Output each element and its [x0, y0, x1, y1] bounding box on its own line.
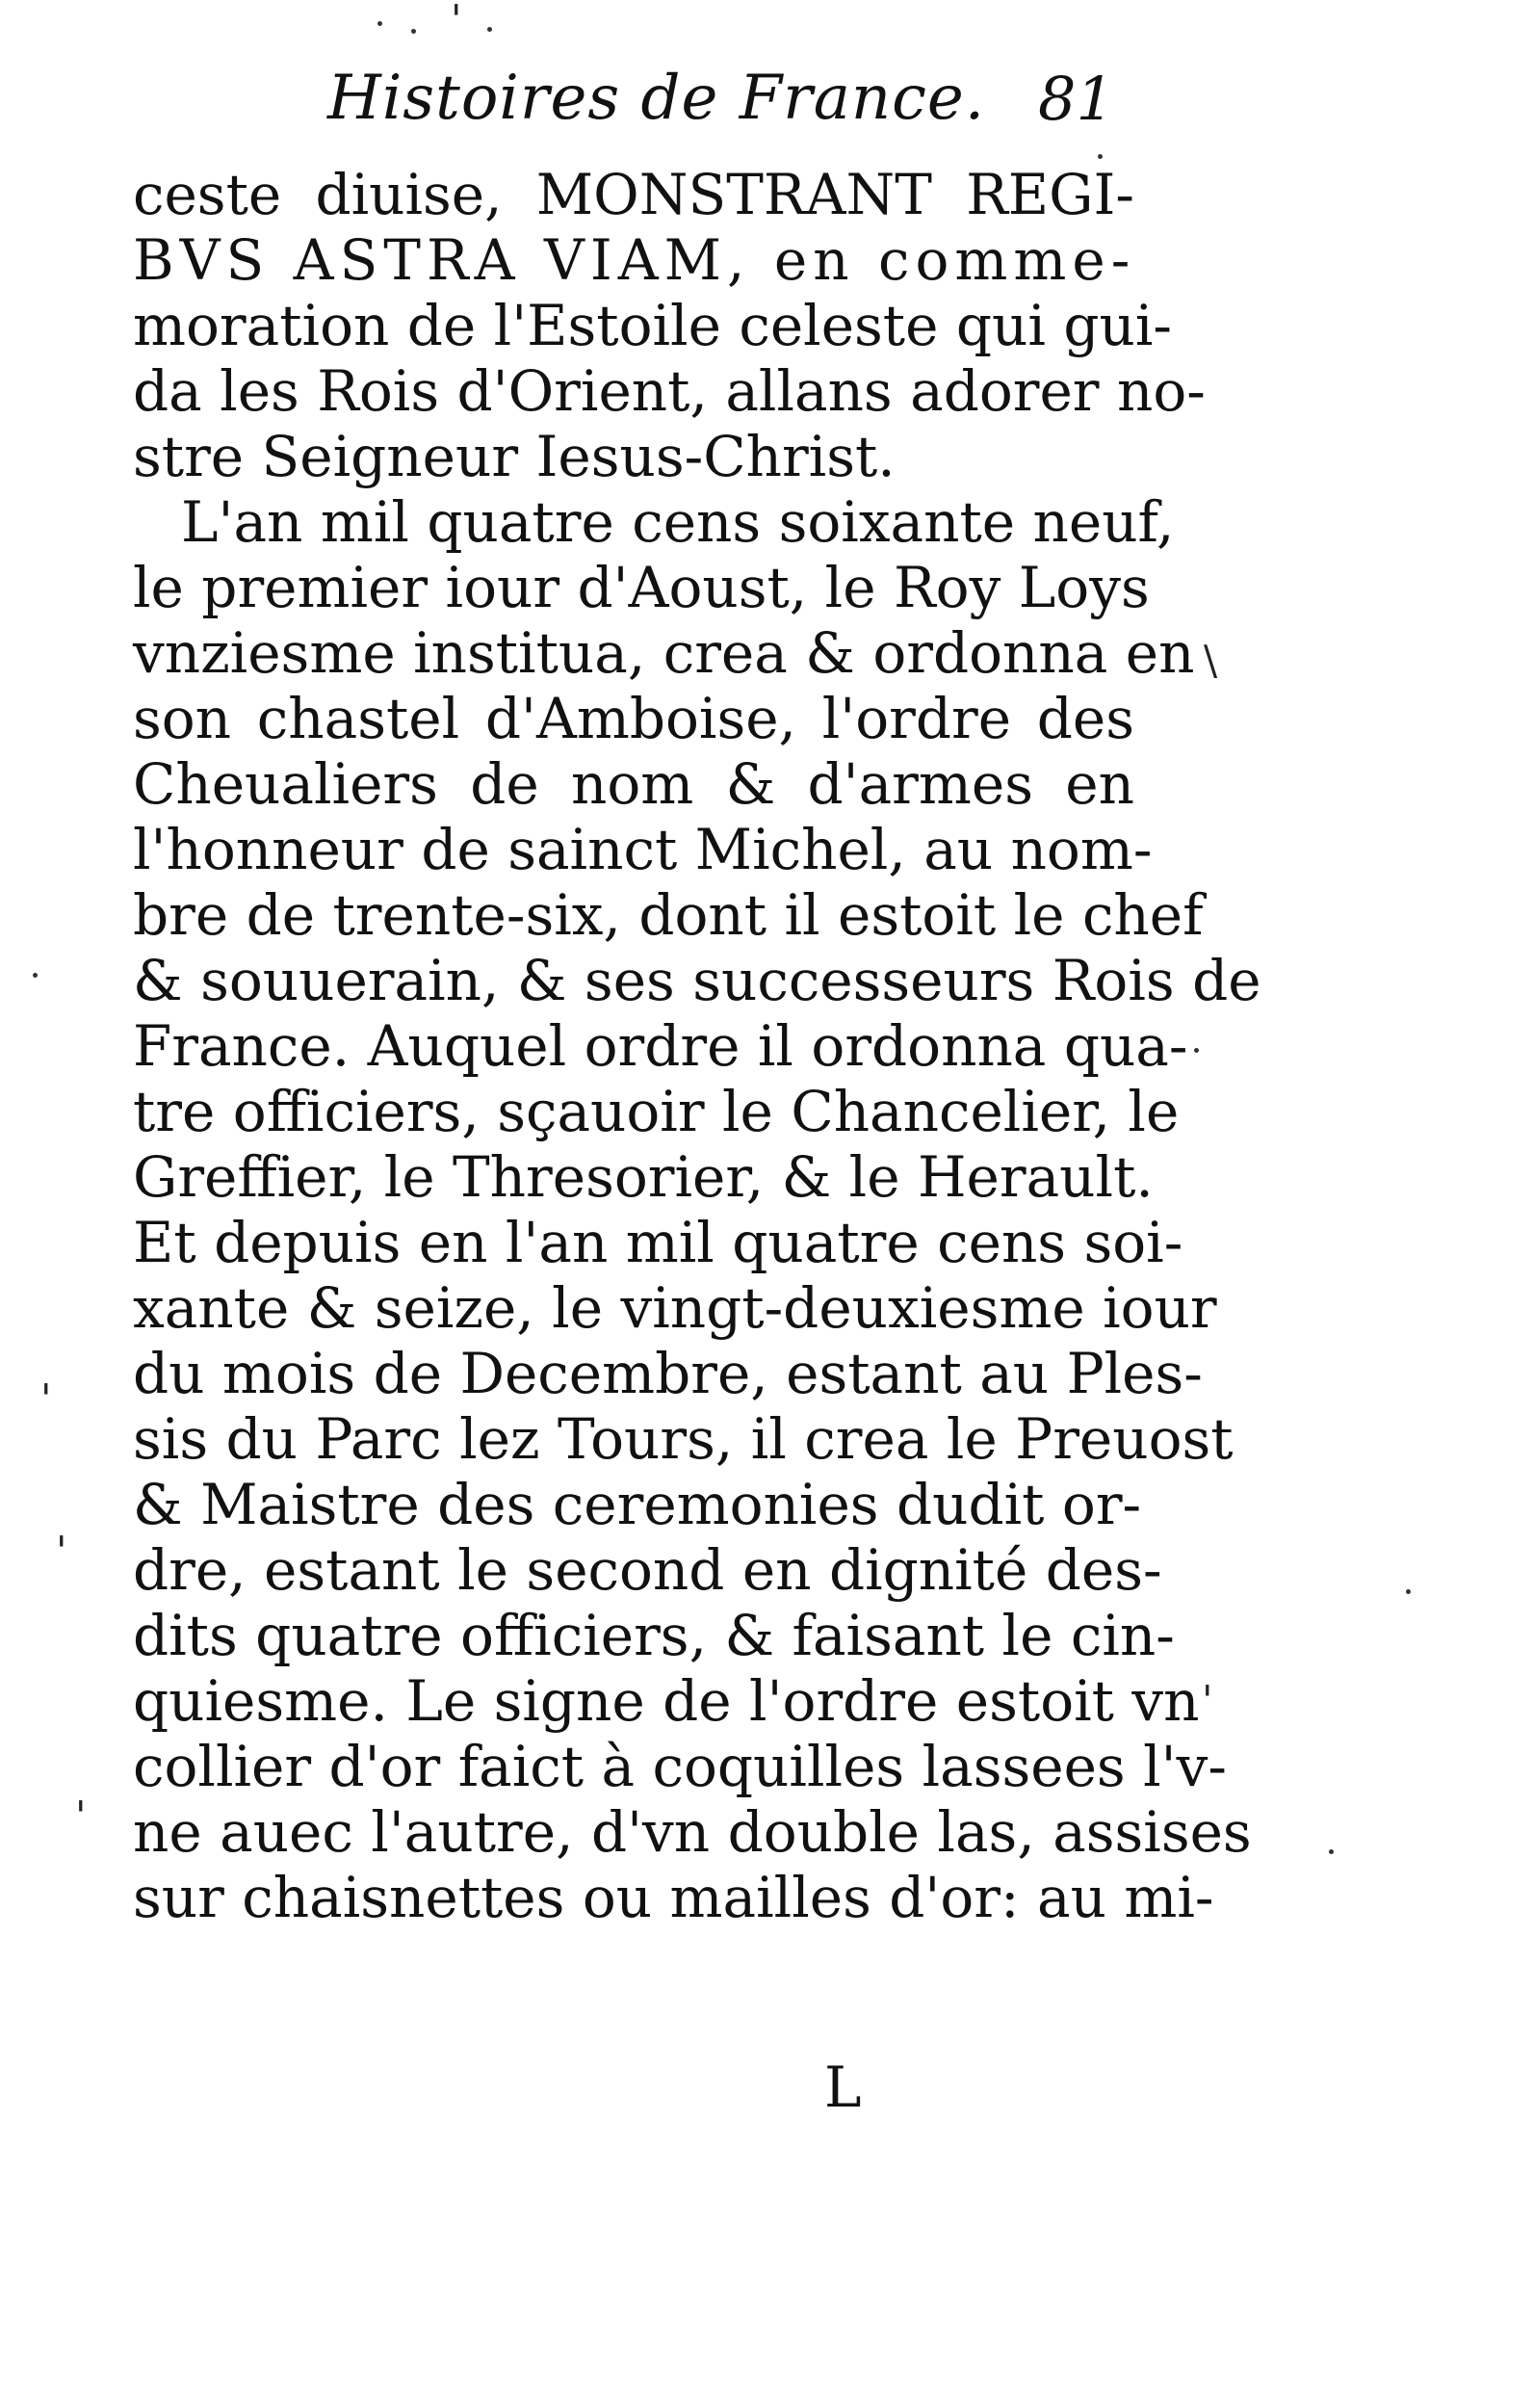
text-line: son chastel d'Amboise, l'ordre des: [133, 686, 1134, 751]
text-line: du mois de Decembre, estant au Ples-: [133, 1341, 1203, 1406]
running-title: Histoires de France.: [327, 63, 986, 134]
text-line: da les Rois d'Orient, allans adorer no-: [133, 358, 1206, 424]
text-line: Cheualiers de nom & d'armes en: [133, 751, 1134, 817]
text-line: sis du Parc lez Tours, il crea le Preuost: [133, 1406, 1234, 1472]
text-line: ceste diuise, MONSTRANT REGI-: [133, 162, 1134, 227]
margin-tick-mark: ': [1202, 1677, 1213, 1724]
text-line: collier d'or faict à coquilles lassees l'v-: [133, 1734, 1227, 1799]
ink-speck: [1194, 1048, 1199, 1053]
text-line: stre Seigneur Iesus-Christ.: [133, 424, 896, 489]
page-number: 81: [1038, 64, 1114, 134]
ink-speck: [487, 27, 492, 32]
text-line: tre officiers, sçauoir le Chancelier, le: [133, 1079, 1180, 1144]
text-line: le premier iour d'Aoust, le Roy Loys: [133, 555, 1150, 620]
text-line: France. Auquel ordre il ordonna qua-: [133, 1013, 1188, 1079]
ink-speck: [377, 21, 382, 26]
ink-speck: [1406, 1589, 1411, 1594]
text-line: bre de trente-six, dont il estoit le chef: [133, 882, 1204, 948]
text-line: dits quatre officiers, & faisant le cin-: [133, 1603, 1175, 1668]
text-line: & Maistre des ceremonies dudit or-: [133, 1472, 1142, 1537]
text-line: xante & seize, le vingt-deuxiesme iour: [133, 1275, 1217, 1341]
text-block: [133, 162, 1261, 1930]
ink-speck: [1329, 1849, 1334, 1854]
ink-speck: [1098, 154, 1103, 159]
margin-tick-mark: ': [56, 1528, 67, 1575]
ink-speck: [33, 973, 38, 978]
signature-mark: L: [824, 2055, 862, 2120]
ink-speck: [411, 29, 416, 34]
text-line: Greffier, le Thresorier, & le Herault.: [133, 1144, 1154, 1210]
text-line: quiesme. Le signe de l'ordre estoit vn: [133, 1668, 1200, 1734]
margin-tick-mark: ': [451, 0, 462, 43]
text-line: moration de l'Estoile celeste qui gui-: [133, 293, 1172, 358]
text-line: vnziesme institua, crea & ordonna en: [133, 620, 1195, 686]
margin-tick-mark: ': [75, 1793, 87, 1840]
margin-stroke-mark: \: [1204, 637, 1218, 684]
text-line: sur chaisnettes ou mailles d'or: au mi-: [133, 1865, 1214, 1930]
text-line: dre, estant le second en dignité des-: [133, 1537, 1162, 1603]
paragraph-start-line: L'an mil quatre cens soixante neuf,: [181, 489, 1175, 555]
text-line: & souuerain, & ses successeurs Rois de: [133, 948, 1261, 1013]
text-line: Et depuis en l'an mil quatre cens soi-: [133, 1210, 1183, 1275]
text-line: l'honneur de sainct Michel, au nom-: [133, 817, 1153, 882]
text-line: BVS ASTRA VIAM, en comme-: [133, 227, 1136, 293]
margin-tick-mark: ': [40, 1375, 52, 1423]
text-line: ne auec l'autre, d'vn double las, assises: [133, 1799, 1252, 1865]
